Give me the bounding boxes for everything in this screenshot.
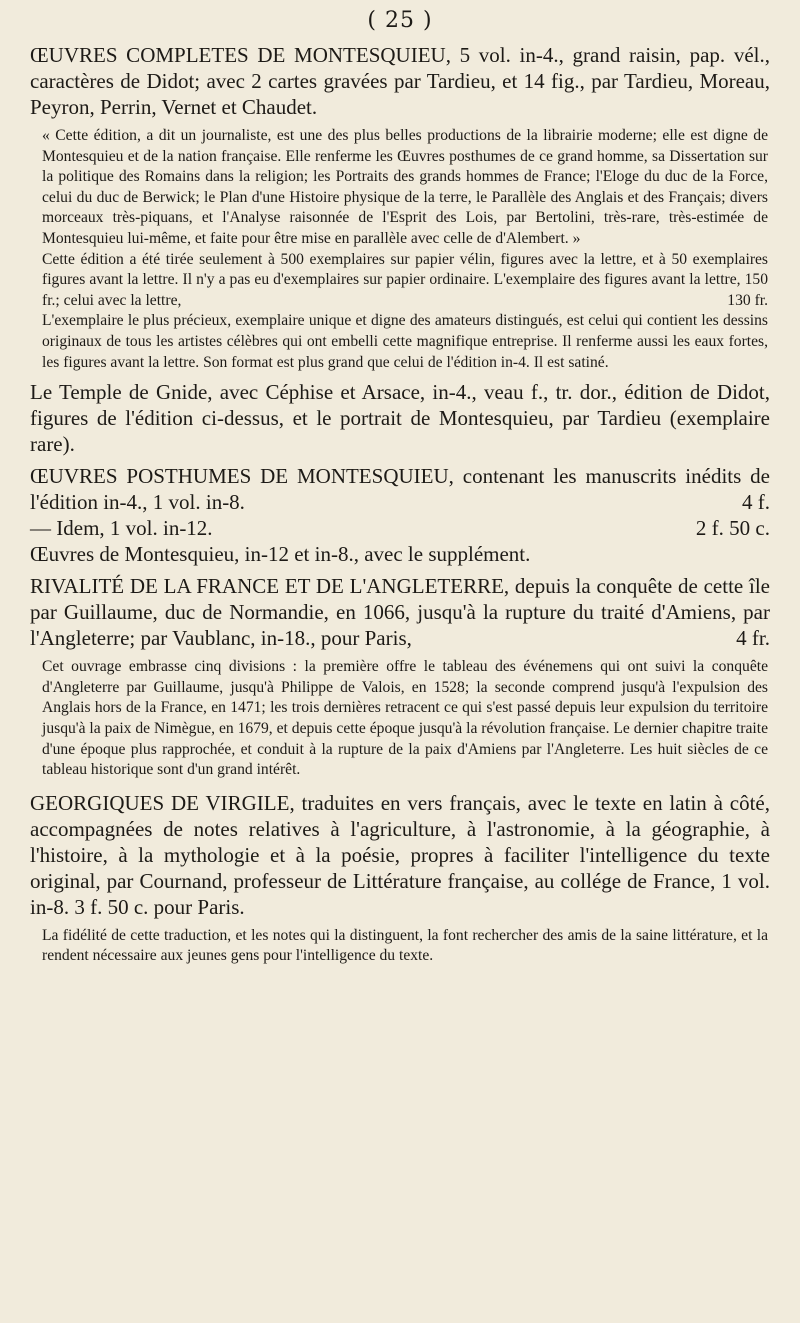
entry-oeuvres-completes-note-exemplaire: L'exemplaire le plus précieux, exemplaire unique et digne des amateurs distingués, est celui qui contient les dessins originaux de tous les artistes célèbres qui ont embelli cette magnifique entreprise. Il renferme aussi les eaux fortes, les figures avant la lettre. Son format est plus grand que celui de l'édition in-4. Il est satiné.: [42, 312, 768, 371]
page-number: ( 25 ): [367, 8, 433, 33]
entry-georgiques-note: La fidélité de cette traduction, et les notes qui la distinguent, la font rechercher des amis de la saine littérature, et la rendent nécessaire aux jeunes gens pour l'intelligence du texte.: [42, 926, 768, 965]
entry-oeuvres-supplement: Œuvres de Montesquieu, in-12 et in-8., avec le supplément.: [30, 542, 531, 567]
price-label: 130 fr.: [727, 291, 768, 309]
entry-oeuvres-completes-note-journalist: « Cette édition, a dit un journaliste, est une des plus belles productions de la librairie moderne; elle est digne de Montesquieu et de la nation française. Elle renferme les Œuvres posthumes de ce grand homme, sa Dissertation sur la politique des Romains dans la religion; les Portraits des grands hommes de France; l'Eloge du duc de la Force, celui du duc de Berwick; le Plan d'une Histoire physique de la terre, le Parallèle des Anglais et des Français; divers morceaux très-piquans, et l'Analyse raisonnée de l'Esprit des Lois, par Bertolini, très-rare, très-estimée de Montesquieu lui-même, et faite pour être mise en parallèle avec celle de d'Alembert. »: [42, 127, 768, 247]
entry-rivalite-note: Cet ouvrage embrasse cinq divisions : la première offre le tableau des événemens qui ont suivi la conquête d'Angleterre par Guillaume, jusqu'à Philippe de Valois, en 1528; la seconde comprend jusqu'à l'expulsion des Anglais hors de la France, en 1471; les trois dernières retracent ce qui s'est passé depuis leur expulsion du territoire jusqu'à la paix de Nimègue, en 1679, et depuis cette époque jusqu'à la révolution française. Le dernier chapitre traite d'une époque plus rapprochée, et conduit à la rupture de la paix d'Amiens par l'Angleterre. Les huit siècles de ce tableau historique sont d'un grand intérêt.: [42, 658, 768, 779]
entry-temple-de-gnide: Le Temple de Gnide, avec Céphise et Arsace, in-4., veau f., tr. dor., édition de Didot, figures de l'édition ci-dessus, et le portrait de Montesquieu, par Tardieu (exemplaire rare).: [30, 380, 770, 457]
entry-georgiques: GEORGIQUES DE VIRGILE, traduites en vers français, avec le texte en latin à côté, accompagnées de notes relatives à l'agriculture, à l'astronomie, à la géographie, à l'histoire, à la mythologie et à la poésie, propres à faciliter l'intelligence du texte original, par Cournand, professeur de Littérature française, au collége de France, 1 vol. in-8. 3 f. 50 c. pour Paris.: [30, 790, 770, 919]
entry-oeuvres-completes: ŒUVRES COMPLETES DE MONTESQUIEU, 5 vol. in-4., grand raisin, pap. vél., caractères de Didot; avec 2 cartes gravées par Tardieu, et 14 fig., par Tardieu, Moreau, Peyron, Perrin, Vernet et Chaudet.: [30, 43, 770, 119]
entry-oeuvres-completes-note-edition: Cette édition a été tirée seulement à 500 exemplaires sur papier vélin, figures avec la lettre, et à 50 exemplaires figures avant la lettre. Il n'y a pas eu d'exemplaires sur papier ordinaire. L'exemplaire des figures avant la lettre, 150 fr.; celui avec la lettre, 130 fr.: [30, 250, 770, 312]
entry-oeuvres-posthumes-idem: — Idem, 1 vol. in-12. 2 f. 50 c.: [30, 516, 770, 541]
entry-rivalite: RIVALITÉ DE LA FRANCE ET DE L'ANGLETERRE, depuis la conquête de cette île par Guillaume, duc de Normandie, en 1066, jusqu'à la rupture du traité d'Amiens, par l'Angleterre; par Vaublanc, in-18., pour Paris, 4 fr.: [30, 574, 770, 651]
price-label: 4 fr.: [736, 626, 770, 651]
entry-oeuvres-posthumes: ŒUVRES POSTHUMES DE MONTESQUIEU, contenant les manuscrits inédits de l'édition in-4., 1 vol. in-8. 4 f.: [30, 464, 770, 515]
price-label: 4 f.: [742, 490, 770, 515]
price-label: 2 f. 50 c.: [695, 516, 770, 541]
